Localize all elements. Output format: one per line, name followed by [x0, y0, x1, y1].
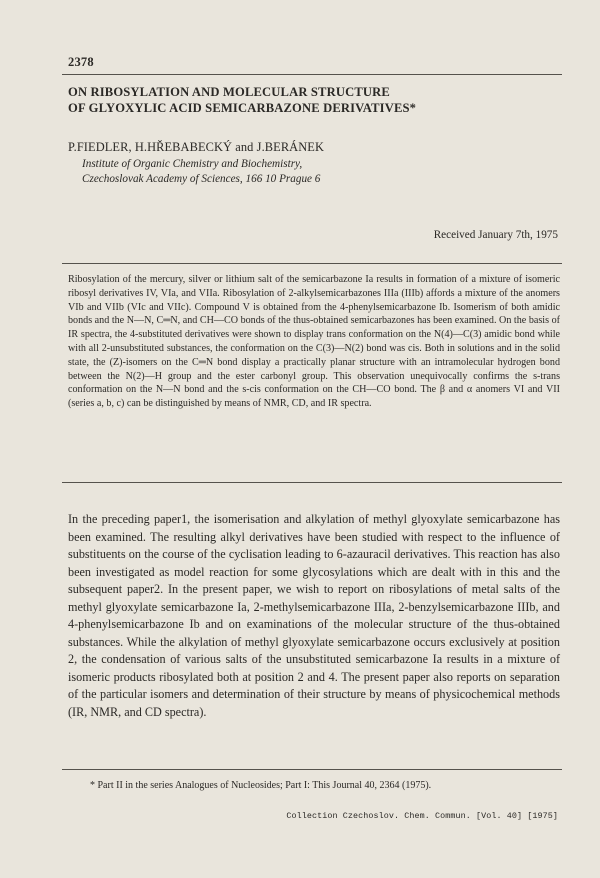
journal-footer: Collection Czechoslov. Chem. Commun. [Vol. 40] [1975] [286, 811, 558, 821]
article-title [68, 84, 548, 116]
authors: P.FIEDLER, H.HŘEBABECKÝ and J.BERÁNEK [68, 140, 324, 154]
affiliation [82, 157, 320, 187]
abstract-bottom-rule [62, 482, 562, 483]
abstract: Ribosylation of the mercury, silver or lithium salt of the semicarbazone Ia results in formation of a mixture of isomeric ribosyl derivatives IV, VIa, and VIIa. Ribosylation of 2-alkylsemicarbazones IIIa (IIIb) affords a mixture of the anomers VIb and VIIb (VIc and VIIc). Compound V is obtained from the 4-phenylsemicarbazone Ib. Isomerism of both amidic bonds and the N—N, C═N, and CH—CO bonds of the thus-obtained semicarbazones has been examined. On the basis of IR spectra, the 4-substituted derivatives were shown to display trans conformation on the N(4)—C(3) amidic bond while with all 2-unsubstituted substances, the conformation on the C(3)—N(2) bond was cis. Both in solutions and in the solid state, the (Z)-isomers on the C═N bond display a practically planar structure with an intramolecular hydrogen bond between the N(2)—H group and the ester carbonyl group. This observation unequivocally confirms the s-trans conformation on the N—N bond and the s-cis conformation on the CH—CO bond. The β and α anomers VI and VII (series a, b, c) can be distinguished by means of NMR, CD, and IR spectra. [68, 274, 560, 410]
title-line-1: ON RIBOSYLATION AND MOLECULAR STRUCTURE [68, 85, 390, 99]
footnote: * Part II in the series Analogues of Nucleosides; Part I: This Journal 40, 2364 (1975). [90, 780, 432, 791]
body-paragraph: In the preceding paper1, the isomerisation and alkylation of methyl glyoxylate semicarbazone has been examined. The resulting alkyl derivatives have been studied with respect to the influence of substituents on the course of the cyclisation leading to 6-azauracil derivatives. This reaction has also been investigated as model reaction for some glycosylations which are dealt with in this and the subsequent paper2. In the present paper, we wish to report on ribosylations of metal salts of the methyl glyoxylate semicarbazone Ia, 2-methylsemicarbazone IIIa, 2-benzylsemicarbazone IIIb, and 4-phenylsemicarbazone Ib and on examinations of the molecular structure of the thus-obtained substances. While the alkylation of methyl glyoxylate semicarbazone occurs exclusively at position 2, the condensation of various salts of the unsubstituted semicarbazone Ia results in a mixture of isomeric products ribosylated both at position 2 and 4. The present paper also reports on separation of the particular isomers and determination of their structure by means of physicochemical methods (IR, NMR, and CD spectra). [68, 512, 560, 719]
header-rule [62, 74, 562, 75]
page-number: 2378 [68, 55, 94, 69]
received-date: Received January 7th, 1975 [433, 229, 558, 241]
affiliation-line-2: Czechoslovak Academy of Sciences, 166 10 Prague 6 [82, 173, 321, 185]
affiliation-line-1: Institute of Organic Chemistry and Biochemistry, [82, 158, 303, 170]
abstract-top-rule [62, 263, 562, 264]
title-line-2: OF GLYOXYLIC ACID SEMICARBAZONE DERIVATIVES* [68, 101, 417, 115]
footnote-rule [62, 769, 562, 770]
